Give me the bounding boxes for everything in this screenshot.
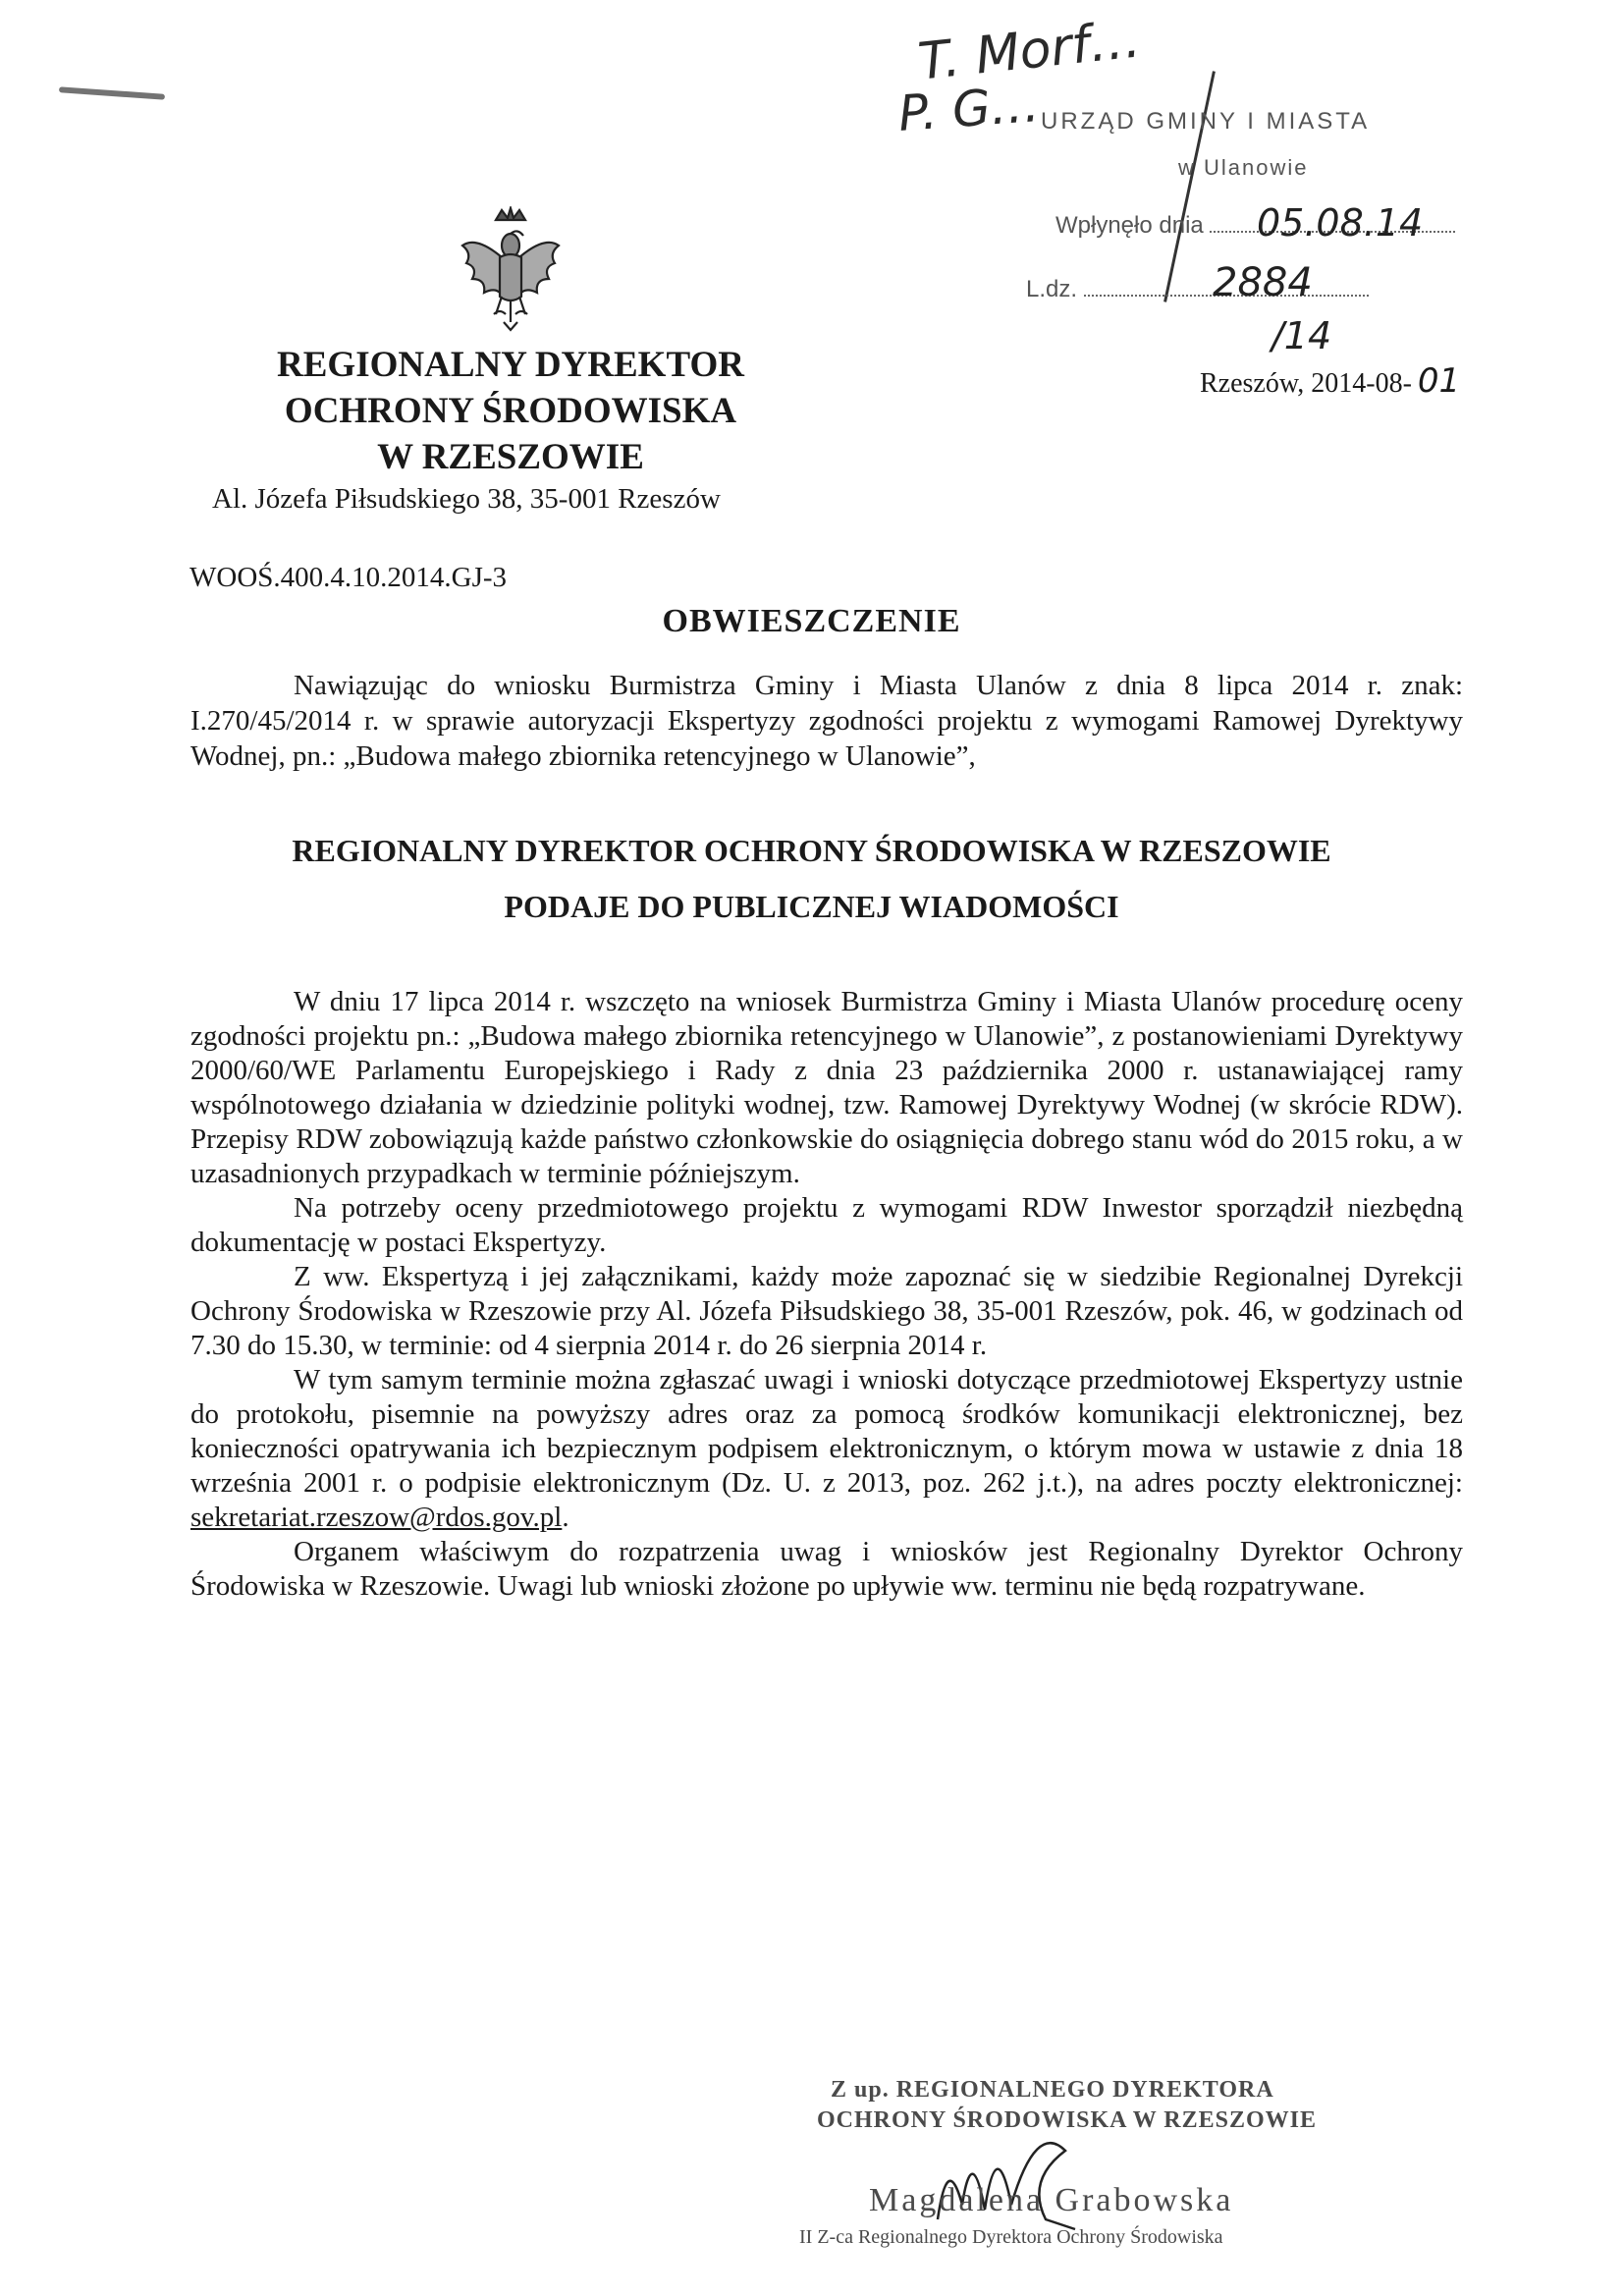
body-paragraph-3: Z ww. Ekspertyzą i jej załącznikami, każdy może zapoznać się w siedzibie Regionalnej Dyrekcji Ochrony Środowiska w Rzeszowie przy Al. Józefa Piłsudskiego 38, 35-001 Rzeszów, pok. 46, w godzinach od 7.30 do 15.30, w terminie: od 4 sierpnia 2014 r. do 26 sierpnia 2014 r.: [190, 1261, 1463, 1361]
stamp-ref-number: 2884: [1213, 260, 1313, 305]
place-date-text: Rzeszów, 2014-08-: [1200, 368, 1412, 399]
scan-artifact-mark: [59, 86, 165, 100]
body-paragraph-4: [190, 1363, 1463, 1535]
authority-line-1: REGIONALNY DYREKTOR: [277, 345, 744, 385]
signatory-role: II Z-ca Regionalnego Dyrektora Ochrony Środowiska: [799, 2226, 1223, 2248]
signature-line-1: Z up. REGIONALNEGO DYREKTORA: [831, 2077, 1274, 2103]
authority-line-2: OCHRONY ŚRODOWISKA: [284, 391, 737, 431]
stamp-handwritten-stroke: [1163, 71, 1216, 301]
stamp-ref-row: [1026, 275, 1369, 303]
stamp-received-label: Wpłynęło dnia: [1055, 212, 1204, 239]
body-paragraph-2: Na potrzeby oceny przedmiotowego projektu z wymogami RDW Inwestor sporządził niezbędną dokumentację w postaci Ekspertyzy.: [190, 1192, 1463, 1258]
signature-line-2: OCHRONY ŚRODOWISKA W RZESZOWIE: [817, 2107, 1318, 2133]
stamp-office-place: w Ulanowie: [1178, 155, 1309, 180]
intro-paragraph: Nawiązując do wniosku Burmistrza Gminy i Miasta Ulanów z dnia 8 lipca 2014 r. znak: I.270/45/2014 r. w sprawie autoryzacji Ekspertyzy zgodności projektu z wymogami Ramowej Dyrektywy Wodnej, pn.: „Budowa małego zbiornika retencyjnego w Ulanowie”,: [190, 670, 1463, 772]
handwritten-note-1: T. Morf…: [915, 10, 1144, 92]
place-date-day: 01: [1417, 361, 1461, 401]
authority-name: [177, 342, 844, 480]
signatory-name: Magdalena Grabowska: [869, 2182, 1234, 2218]
authority-line-3: W RZESZOWIE: [377, 437, 644, 477]
stamp-ref-label: L.dz.: [1026, 276, 1078, 302]
authority-address: Al. Józefa Piłsudskiego 38, 35-001 Rzeszów: [212, 483, 721, 515]
body-paragraph-4-end: .: [562, 1502, 569, 1533]
stamp-ref-suffix: /14: [1271, 314, 1332, 357]
body-paragraph-5: Organem właściwym do rozpatrzenia uwag i wniosków jest Regionalny Dyrektor Ochrony Środowiska w Rzeszowie. Uwagi lub wnioski złożone po upływie ww. terminu nie będą rozpatrywane.: [190, 1536, 1463, 1602]
notice-body: [190, 985, 1463, 1604]
case-reference: WOOŚ.400.4.10.2014.GJ-3: [189, 562, 508, 593]
eagle-emblem-icon: [457, 206, 565, 334]
body-paragraph-4-text: W tym samym terminie można zgłaszać uwagi i wnioski dotyczące przedmiotowej Ekspertyzy ustnie do protokołu, pisemnie na powyższy adres oraz za pomocą środków komunikacji elektronicznej, bez konieczności opatrywania ich bezpiecznym podpisem elektronicznym, o którym mowa w ustawie z dnia 18 września 2001 r. o podpisie elektronicznym (Dz. U. z 2013, poz. 262 j.t.), na adres poczty elektronicznej:: [190, 1364, 1463, 1499]
place-and-date: [1200, 361, 1460, 401]
stamp-office-name: URZĄD GMINY I MIASTA: [1041, 108, 1371, 135]
announcement-heading-1: REGIONALNY DYREKTOR OCHRONY ŚRODOWISKA W RZESZOWIE: [292, 833, 1331, 868]
handwritten-note-2: P. G…: [896, 76, 1042, 142]
announcement-heading-2: PODAJE DO PUBLICZNEJ WIADOMOŚCI: [504, 889, 1119, 924]
stamp-received-date: 05.08.14: [1257, 201, 1424, 245]
contact-email-link[interactable]: sekretariat.rzeszow@rdos.gov.pl: [190, 1502, 563, 1533]
document-title: OBWIESZCZENIE: [662, 603, 961, 639]
body-paragraph-1: W dniu 17 lipca 2014 r. wszczęto na wniosek Burmistrza Gminy i Miasta Ulanów procedurę oceny zgodności projektu pn.: „Budowa małego zbiornika retencyjnego w Ulanowie”, z postanowieniami Dyrektywy 2000/60/WE Parlamentu Europejskiego i Rady z dnia 23 października 2000 r. ustanawiającej ramy wspólnotowego działania w dziedzinie polityki wodnej, tzw. Ramowej Dyrektywy Wodnej (w skrócie RDW). Przepisy RDW zobowiązują każde państwo członkowskie do osiągnięcia dobrego stanu wód do 2015 roku, a w uzasadnionych przypadkach w terminie późniejszym.: [190, 986, 1463, 1189]
